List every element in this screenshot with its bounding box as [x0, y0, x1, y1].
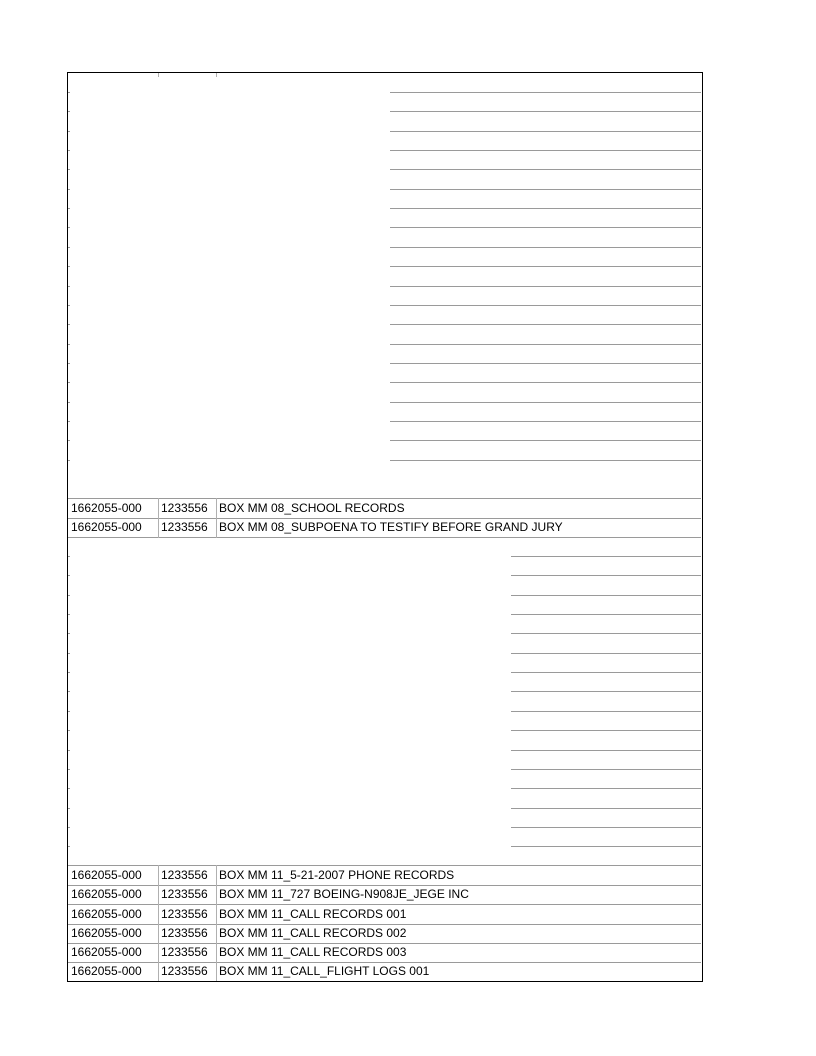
cell-border — [390, 266, 701, 267]
record-id: 1233556 — [161, 945, 208, 959]
row-tick — [68, 189, 70, 190]
record-description: BOX MM 08_SCHOOL RECORDS — [219, 501, 405, 515]
cell-border — [511, 595, 701, 596]
record-code: 1662055-000 — [71, 887, 142, 901]
cell-border — [511, 633, 701, 634]
table-row — [68, 905, 701, 924]
record-code: 1662055-000 — [71, 907, 142, 921]
cell-border — [511, 827, 701, 828]
row-tick — [68, 460, 70, 461]
cell-border — [390, 344, 701, 345]
record-code: 1662055-000 — [71, 926, 142, 940]
row-tick — [68, 595, 70, 596]
cell-border — [511, 556, 701, 557]
row-tick — [68, 769, 70, 770]
row-tick — [68, 92, 70, 93]
row-tick — [68, 691, 70, 692]
row-tick — [68, 808, 70, 809]
row-tick — [68, 324, 70, 325]
row-tick — [68, 111, 70, 112]
cell-border — [390, 402, 701, 403]
cell-border — [511, 750, 701, 751]
cell-border — [390, 92, 701, 93]
cell-border — [390, 324, 701, 325]
row-tick — [68, 440, 70, 441]
cell-border — [390, 286, 701, 287]
row-tick — [68, 227, 70, 228]
row-tick — [68, 131, 70, 132]
row-tick — [68, 827, 70, 828]
record-id: 1233556 — [161, 926, 208, 940]
record-description: BOX MM 11_5-21-2007 PHONE RECORDS — [219, 868, 455, 882]
record-description: BOX MM 11_CALL RECORDS 001 — [219, 907, 407, 921]
table-row — [68, 962, 701, 981]
cell-border — [390, 189, 701, 190]
row-tick — [68, 614, 70, 615]
column-border — [216, 73, 217, 77]
row-tick — [68, 169, 70, 170]
table-row — [68, 885, 701, 904]
cell-border — [390, 421, 701, 422]
record-description: BOX MM 11_CALL RECORDS 002 — [219, 926, 407, 940]
cell-border — [390, 363, 701, 364]
cell-border — [390, 169, 701, 170]
row-tick — [68, 633, 70, 634]
row-tick — [68, 788, 70, 789]
record-id: 1233556 — [161, 868, 208, 882]
cell-border — [511, 614, 701, 615]
cell-border — [511, 672, 701, 673]
record-id: 1233556 — [161, 964, 208, 978]
row-tick — [68, 846, 70, 847]
record-id: 1233556 — [161, 887, 208, 901]
cell-border — [390, 247, 701, 248]
table-row — [68, 943, 701, 962]
record-id: 1233556 — [161, 520, 208, 534]
cell-border — [390, 227, 701, 228]
cell-border — [68, 537, 701, 538]
row-tick — [68, 556, 70, 557]
spreadsheet-page — [67, 72, 703, 982]
row-tick — [68, 653, 70, 654]
row-tick — [68, 730, 70, 731]
row-tick — [68, 750, 70, 751]
table-row — [68, 866, 701, 885]
cell-border — [390, 382, 701, 383]
table-row — [68, 924, 701, 943]
row-tick — [68, 247, 70, 248]
cell-border — [511, 691, 701, 692]
cell-border — [390, 131, 701, 132]
record-code: 1662055-000 — [71, 868, 142, 882]
cell-border — [511, 575, 701, 576]
cell-border — [390, 150, 701, 151]
row-tick — [68, 305, 70, 306]
table-row — [68, 518, 701, 537]
row-tick — [68, 711, 70, 712]
cell-border — [390, 208, 701, 209]
row-tick — [68, 208, 70, 209]
row-tick — [68, 575, 70, 576]
row-tick — [68, 672, 70, 673]
row-tick — [68, 382, 70, 383]
row-tick — [68, 344, 70, 345]
record-code: 1662055-000 — [71, 501, 142, 515]
cell-border — [390, 111, 701, 112]
row-tick — [68, 363, 70, 364]
row-tick — [68, 150, 70, 151]
record-description: BOX MM 11_CALL RECORDS 003 — [219, 945, 407, 959]
cell-border — [511, 788, 701, 789]
column-border — [158, 73, 159, 77]
cell-border — [390, 305, 701, 306]
cell-border — [511, 846, 701, 847]
row-tick — [68, 266, 70, 267]
record-description: BOX MM 11_CALL_FLIGHT LOGS 001 — [219, 964, 430, 978]
cell-border — [511, 769, 701, 770]
record-id: 1233556 — [161, 907, 208, 921]
cell-border — [390, 460, 701, 461]
record-code: 1662055-000 — [71, 945, 142, 959]
row-tick — [68, 286, 70, 287]
cell-border — [511, 808, 701, 809]
record-description: BOX MM 08_SUBPOENA TO TESTIFY BEFORE GRAND JURY — [219, 520, 563, 534]
cell-border — [390, 440, 701, 441]
record-code: 1662055-000 — [71, 964, 142, 978]
row-tick — [68, 421, 70, 422]
record-id: 1233556 — [161, 501, 208, 515]
record-description: BOX MM 11_727 BOEING-N908JE_JEGE INC — [219, 887, 469, 901]
cell-border — [511, 711, 701, 712]
row-tick — [68, 402, 70, 403]
table-row — [68, 499, 701, 518]
cell-border — [511, 730, 701, 731]
record-code: 1662055-000 — [71, 520, 142, 534]
cell-border — [511, 653, 701, 654]
